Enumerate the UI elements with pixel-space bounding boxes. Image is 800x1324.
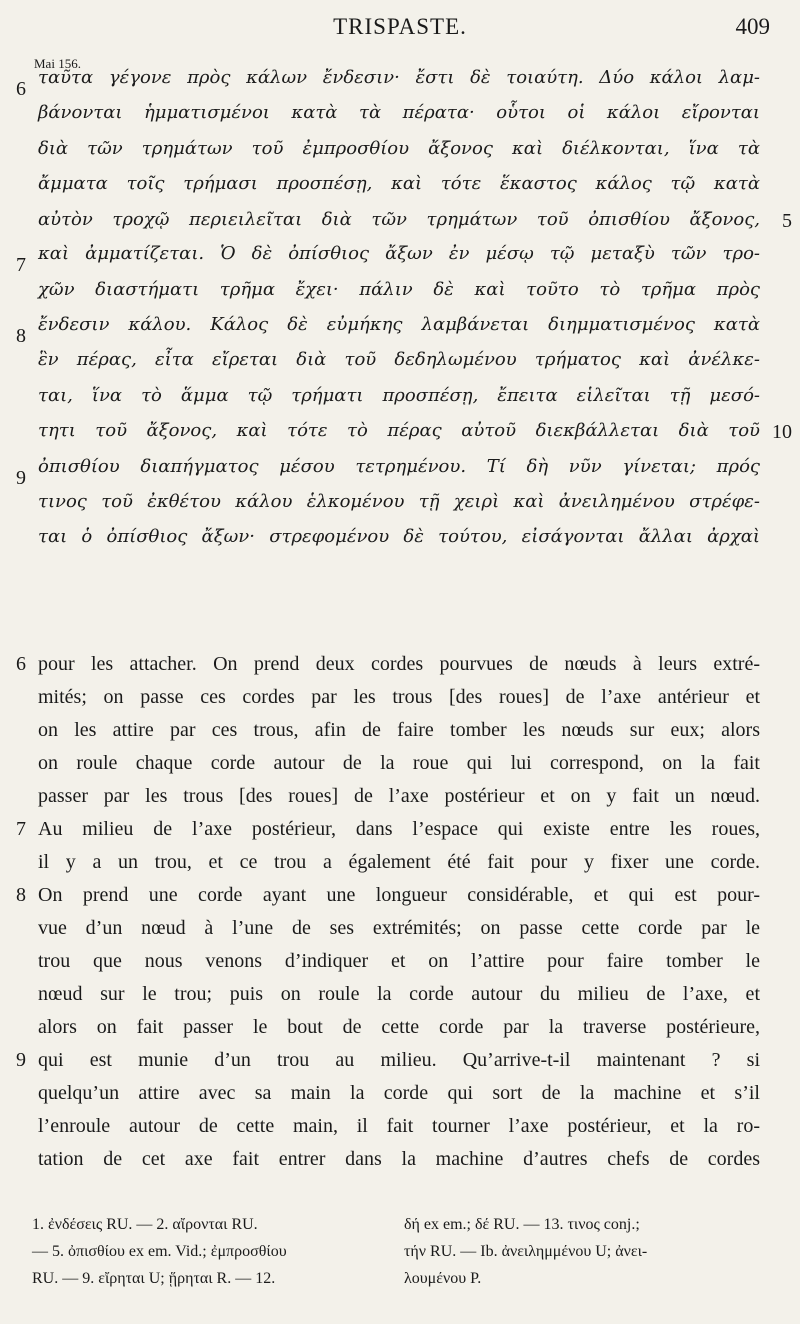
line-number: 10 <box>772 421 792 443</box>
greek-line: τινος τοῦ ἐκθέτου κάλου ἑλκομένου τῇ χειρὶ καὶ ἀνειλημένου στρέφε- <box>38 491 760 512</box>
footnote-line: τήν RU. — Ib. ἀνειλημμένου U; ἀνει- <box>404 1243 648 1260</box>
section-number: 6 <box>16 78 26 100</box>
greek-line: αὐτὸν τροχῷ περιειλεῖται διὰ τῶν τρημάτων τοῦ ὀπισθίου ἄξονος, <box>38 209 760 230</box>
french-line: tation de cet axe fait entrer dans la machine d’autres chefs de cordes <box>38 1148 760 1170</box>
greek-line: ἄμματα τοῖς τρήμασι προσπέσῃ, καὶ τότε ἕκαστος κάλος τῷ κατὰ <box>38 173 760 194</box>
section-number: 9 <box>16 1049 26 1071</box>
greek-line: ται ὁ ὀπίσθιος ἄξων· στρεφομένου δὲ τούτου, εἰσάγονται ἄλλαι ἀρχαὶ <box>38 526 760 547</box>
french-line: on roule chaque corde autour de la roue qui lui correspond, on la fait <box>38 752 760 774</box>
french-line: on les attire par ces trous, afin de faire tomber les nœuds sur eux; alors <box>38 719 760 741</box>
french-line: passer par les trous [des roues] de l’axe postérieur et on y fait un nœud. <box>38 785 760 807</box>
french-line: pour les attacher. On prend deux cordes pourvues de nœuds à leurs extré- <box>38 653 760 675</box>
french-line: vue d’un nœud à l’une de ses extrémités; on passe cette corde par le <box>38 917 760 939</box>
section-number: 6 <box>16 653 26 675</box>
section-number: 7 <box>16 254 26 276</box>
french-line: quelqu’un attire avec sa main la corde qui sort de la machine et s’il <box>38 1082 760 1104</box>
section-number: 8 <box>16 325 26 347</box>
french-line: trou que nous venons d’indiquer et on l’attire pour faire tomber le <box>38 950 760 972</box>
greek-line: διὰ τῶν τρημάτων τοῦ ἐμπροσθίου ἄξονος καὶ διέλκονται, ἵνα τὰ <box>38 138 760 159</box>
french-line: il y a un trou, et ce trou a également été fait pour y fixer une corde. <box>38 851 760 873</box>
section-number: 7 <box>16 818 26 840</box>
footnote-line: δή ex em.; δέ RU. — 13. τινος conj.; <box>404 1216 640 1233</box>
footnote-line: 1. ἐνδέσεις RU. — 2. αἴρονται RU. <box>32 1216 258 1233</box>
footnote-line: RU. — 9. εἴρηται U; ᾕρηται R. — 12. <box>32 1270 276 1287</box>
line-number: 5 <box>782 210 792 232</box>
manuscript-reference: Mai 156. <box>34 56 81 71</box>
french-line: On prend une corde ayant une longueur considérable, et qui est pour- <box>38 884 760 906</box>
greek-line: χῶν διαστήματι τρῆμα ἔχει· πάλιν δὲ καὶ τοῦτο τὸ τρῆμα πρὸς <box>38 279 760 300</box>
french-line: mités; on passe ces cordes par les trous [des roues] de l’axe antérieur et <box>38 686 760 708</box>
greek-line: καὶ ἀμματίζεται. Ὁ δὲ ὀπίσθιος ἄξων ἐν μέσῳ τῷ μεταξὺ τῶν τρο- <box>38 243 760 264</box>
french-line: nœud sur le trou; puis on roule la corde autour du milieu de l’axe, et <box>38 983 760 1005</box>
greek-line: ὀπισθίου διαπήγματος μέσου τετρημένου. Τί δὴ νῦν γίνεται; πρός <box>38 456 760 477</box>
greek-line: ται, ἵνα τὸ ἅμμα τῷ τρήματι προσπέσῃ, ἔπειτα εἱλεῖται τῇ μεσό- <box>38 385 760 406</box>
greek-line: ταῦτα γέγονε πρὸς κάλων ἔνδεσιν· ἔστι δὲ τοιαύτη. Δύο κάλοι λαμ- <box>38 67 760 88</box>
footnote-line: — 5. ὀπισθίου ex em. Vid.; ἐμπροσθίου <box>32 1243 287 1260</box>
greek-line: ἔνδεσιν κάλου. Κάλος δὲ εὐμήκης λαμβάνεται διημματισμένος κατὰ <box>38 314 760 335</box>
french-line: l’enroule autour de cette main, il fait tourner l’axe postérieur, et la ro- <box>38 1115 760 1137</box>
greek-line: τητι τοῦ ἄξονος, καὶ τότε τὸ πέρας αὐτοῦ διεκβάλλεται διὰ τοῦ <box>38 420 760 441</box>
page-number: 409 <box>735 14 770 39</box>
footnote-line: λουμένου P. <box>404 1270 482 1287</box>
greek-line: βάνονται ἡμματισμένοι κατὰ τὰ πέρατα· οὗτοι οἱ κάλοι εἴρονται <box>38 102 760 123</box>
french-line: alors on fait passer le bout de cette corde par la traverse postérieure, <box>38 1016 760 1038</box>
french-line: qui est munie d’un trou au milieu. Qu’arrive-t-il maintenant ? si <box>38 1049 760 1071</box>
greek-line: ἓν πέρας, εἶτα εἴρεται διὰ τοῦ δεδηλωμένου τρήματος καὶ ἀνέλκε- <box>38 349 760 370</box>
french-line: Au milieu de l’axe postérieur, dans l’espace qui existe entre les roues, <box>38 818 760 840</box>
section-number: 9 <box>16 467 26 489</box>
running-title: TRISPASTE. <box>333 14 467 39</box>
section-number: 8 <box>16 884 26 906</box>
